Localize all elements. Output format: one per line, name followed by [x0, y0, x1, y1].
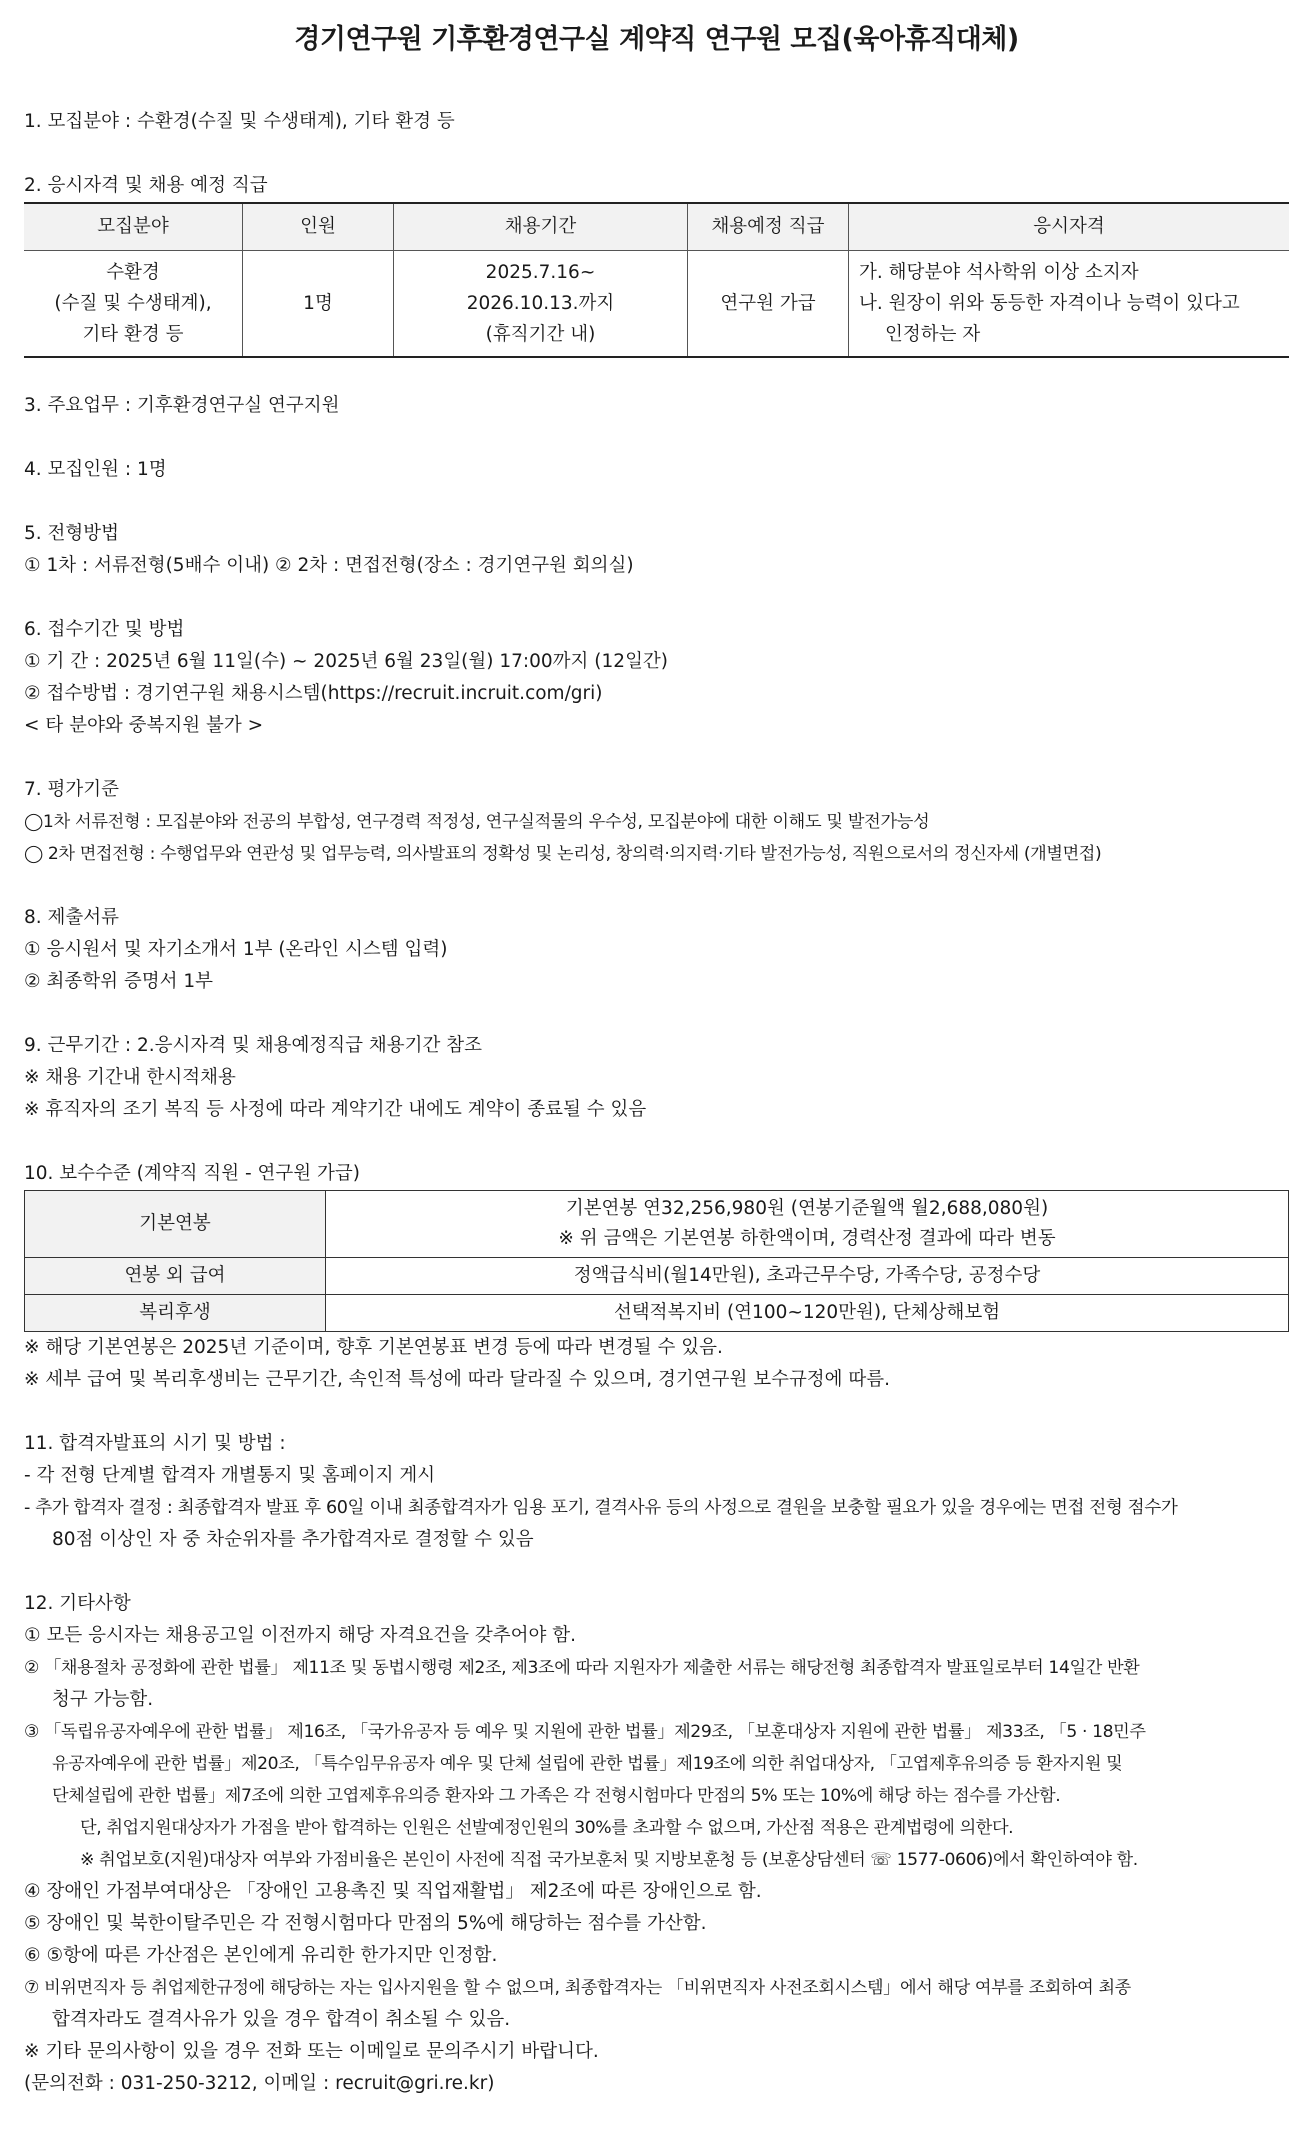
section-12-item-7: ⑦ 비위면직자 등 취업제한규정에 해당하는 자는 입사지원을 할 수 없으며, 최종합격자는 「비위면직자 사전조회시스템」에서 해당 여부를 조회하여 최종	[24, 1978, 1131, 1998]
section-8-heading: 8. 제출서류	[24, 907, 120, 928]
section-12-item-6: ⑥ ⑤항에 따른 가산점은 본인에게 유리한 한가지만 인정함.	[24, 1945, 498, 1966]
section-11-line-3: 80점 이상인 자 중 차순위자를 추가합격자로 결정할 수 있음	[52, 1529, 534, 1550]
section-12-item-3-note: ※ 취업보호(지원)대상자 여부와 가점비율은 본인이 사전에 직접 국가보훈처 및 지방보훈청 등 (보훈상담센터 ☏ 1577-0606)에서 확인하여야 함.	[80, 1850, 1138, 1870]
section-7-interview: ◯ 2차 면접전형 : 수행업무와 연관성 및 업무능력, 의사발표의 정확성 및 논리성, 창의력·의지력·기타 발전가능성, 직원으로서의 정신자세 (개별면접)	[24, 844, 1102, 864]
col-header-field: 모집분야	[24, 203, 243, 251]
section-12-item-3-cont-2: 단체설립에 관한 법률」제7조에 의한 고엽제후유의증 환자와 그 가족은 각 전형시험마다 만점의 5% 또는 10%에 해당 하는 점수를 가산함.	[52, 1786, 1061, 1806]
section-12-item-3-cont-3: 단, 취업지원대상자가 가점을 받아 합격하는 인원은 선발예정인원의 30%를 초과할 수 없으며, 가산점 적용은 관계법령에 의한다.	[80, 1818, 1014, 1838]
section-12-contact-note: ※ 기타 문의사항이 있을 경우 전화 또는 이메일로 문의주시기 바랍니다.	[24, 2041, 599, 2062]
section-12-item-4: ④ 장애인 가점부여대상은 「장애인 고용촉진 및 직업재활법」 제2조에 따른 장애인으로 함.	[24, 1881, 762, 1902]
section-9-note-1: ※ 채용 기간내 한시적채용	[24, 1067, 236, 1088]
salary-key-base: 기본연봉	[25, 1191, 326, 1258]
section-1: 1. 모집분야 : 수환경(수질 및 수생태계), 기타 환경 등	[24, 111, 455, 132]
table-row	[25, 1191, 1289, 1258]
col-header-qualification: 응시자격	[849, 203, 1290, 251]
col-header-period: 채용기간	[394, 203, 688, 251]
section-9-heading: 9. 근무기간 : 2.응시자격 및 채용예정직급 채용기간 참조	[24, 1035, 482, 1056]
cell-grade: 연구원 가급	[688, 251, 849, 358]
section-10-note-1: ※ 해당 기본연봉은 2025년 기준이며, 향후 기본연봉표 변경 등에 따라 변경될 수 있음.	[24, 1337, 723, 1358]
cell-count: 1명	[243, 251, 394, 358]
section-6-period: ① 기 간 : 2025년 6월 11일(수) ~ 2025년 6월 23일(월) 17:00까지 (12일간)	[24, 651, 669, 672]
section-7-document-screening: ◯1차 서류전형 : 모집분야와 전공의 부합성, 연구경력 적정성, 연구실적물의 우수성, 모집분야에 대한 이해도 및 발전가능성	[24, 812, 930, 832]
section-8-doc-1: ① 응시원서 및 자기소개서 1부 (온라인 시스템 입력)	[24, 939, 448, 960]
salary-value-welfare: 선택적복지비 (연100~120만원), 단체상해보험	[326, 1295, 1289, 1332]
section-5-line: ① 1차 : 서류전형(5배수 이내) ② 2차 : 면접전형(장소 : 경기연구원 회의실)	[24, 555, 634, 576]
section-8-doc-2: ② 최종학위 증명서 1부	[24, 971, 213, 992]
section-5-heading: 5. 전형방법	[24, 523, 120, 544]
section-10-heading: 10. 보수수준 (계약직 직원 - 연구원 가급)	[24, 1163, 361, 1184]
section-6-method: ② 접수방법 : 경기연구원 채용시스템(https://recruit.incruit.com/gri)	[24, 683, 603, 704]
section-12-item-5: ⑤ 장애인 및 북한이탈주민은 각 전형시험마다 만점의 5%에 해당하는 점수를 가산함.	[24, 1913, 707, 1934]
section-3: 3. 주요업무 : 기후환경연구실 연구지원	[24, 395, 340, 416]
section-11-line-2: - 추가 합격자 결정 : 최종합격자 발표 후 60일 이내 최종합격자가 임용 포기, 결격사유 등의 사정으로 결원을 보충할 필요가 있을 경우에는 면접 전형 점수가	[24, 1498, 1178, 1518]
table-header-row	[24, 203, 1289, 251]
section-4: 4. 모집인원 : 1명	[24, 459, 167, 480]
section-9-note-2: ※ 휴직자의 조기 복직 등 사정에 따라 계약기간 내에도 계약이 종료될 수 있음	[24, 1099, 647, 1120]
cell-field: 수환경 (수질 및 수생태계), 기타 환경 등	[54, 262, 212, 345]
section-11-heading: 11. 합격자발표의 시기 및 방법 :	[24, 1433, 286, 1454]
table-row	[24, 251, 1289, 358]
section-10-note-2: ※ 세부 급여 및 복리후생비는 근무기간, 속인적 특성에 따라 달라질 수 있으며, 경기연구원 보수규정에 따름.	[24, 1369, 891, 1390]
section-12-item-2: ② 「채용절차 공정화에 관한 법률」 제11조 및 동법시행령 제2조, 제3조에 따라 지원자가 제출한 서류는 해당전형 최종합격자 발표일로부터 14일간 반환	[24, 1658, 1140, 1678]
section-12-item-1: ① 모든 응시자는 채용공고일 이전까지 해당 자격요건을 갖추어야 함.	[24, 1625, 577, 1646]
salary-value-extra: 정액급식비(월14만원), 초과근무수당, 가족수당, 공정수당	[326, 1258, 1289, 1295]
salary-table	[24, 1190, 1289, 1332]
table-row	[25, 1295, 1289, 1332]
cell-qualification: 가. 해당분야 석사학위 이상 소지자 나. 원장이 위와 동등한 자격이나 능력이 있다고 인정하는 자	[849, 251, 1290, 358]
section-12-item-7-cont: 합격자라도 결격사유가 있을 경우 합격이 취소될 수 있음.	[52, 2009, 511, 2030]
salary-key-extra: 연봉 외 급여	[25, 1258, 326, 1295]
salary-key-welfare: 복리후생	[25, 1295, 326, 1332]
section-12-item-3-cont-1: 유공자예우에 관한 법률」제20조, 「특수임무유공자 예우 및 단체 설립에 관한 법률」제19조에 의한 취업대상자, 「고엽제후유의증 등 환자지원 및	[52, 1754, 1123, 1774]
section-12-heading: 12. 기타사항	[24, 1593, 131, 1614]
page-title: 경기연구원 기후환경연구실 계약직 연구원 모집(육아휴직대체)	[294, 24, 1019, 55]
section-11-line-1: - 각 전형 단계별 합격자 개별통지 및 홈페이지 게시	[24, 1465, 436, 1486]
cell-period: 2025.7.16~ 2026.10.13.까지 (휴직기간 내)	[394, 251, 688, 358]
qualification-table	[24, 202, 1289, 358]
section-7-heading: 7. 평가기준	[24, 779, 120, 800]
col-header-grade: 채용예정 직급	[688, 203, 849, 251]
section-12-contact-info: (문의전화 : 031-250-3212, 이메일 : recruit@gri.re.kr)	[24, 2073, 495, 2094]
section-6-note: < 타 분야와 중복지원 불가 >	[24, 715, 264, 736]
section-12-item-3: ③ 「독립유공자예우에 관한 법률」 제16조, 「국가유공자 등 예우 및 지원에 관한 법률」제29조, 「보훈대상자 지원에 관한 법률」 제33조, 「5 · 18민주	[24, 1722, 1146, 1742]
salary-value-base: 기본연봉 연32,256,980원 (연봉기준월액 월2,688,080원) ※ 위 금액은 기본연봉 하한액이며, 경력산정 결과에 따라 변동	[326, 1191, 1289, 1258]
section-6-heading: 6. 접수기간 및 방법	[24, 619, 185, 640]
table-row	[25, 1258, 1289, 1295]
col-header-count: 인원	[243, 203, 394, 251]
section-2-heading: 2. 응시자격 및 채용 예정 직급	[24, 175, 268, 196]
section-12-item-2-cont: 청구 가능함.	[52, 1689, 154, 1710]
